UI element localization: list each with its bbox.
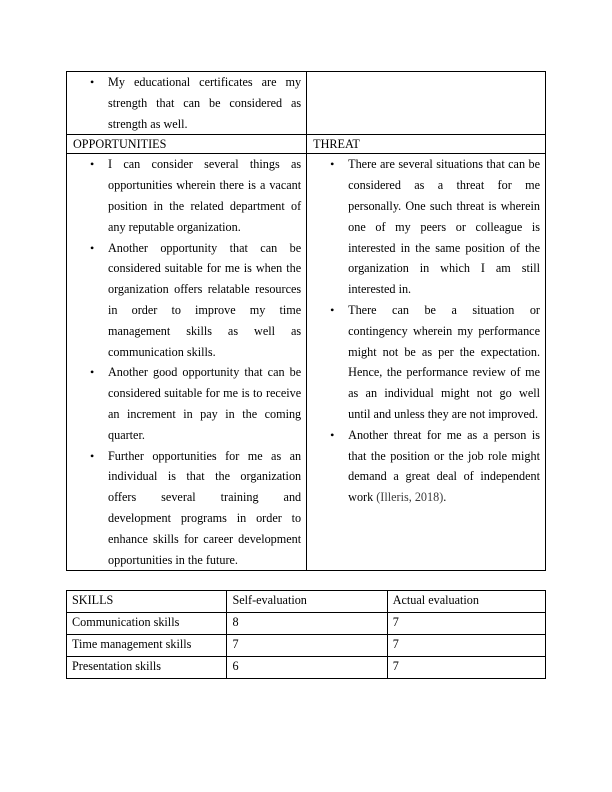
- list-item: • I can consider several things as opportunities wherein there is a vacant position in the related department of any reputable organization.: [108, 154, 301, 237]
- swot-table: [66, 71, 546, 571]
- actual-evaluation-value: 7: [387, 613, 545, 635]
- list-item: • My educational certificates are my strength that can be considered as strength as well.: [108, 72, 301, 134]
- column-header-self-evaluation: Self-evaluation: [227, 591, 387, 613]
- list-item: • Another good opportunity that can be considered suitable for me is to receive an increment in pay in the coming quarter.: [108, 362, 301, 445]
- actual-evaluation-value: 7: [387, 657, 545, 679]
- skill-name: Time management skills: [67, 635, 227, 657]
- list-item: • There are several situations that can be considered as a threat for me personally. One such threat is wherein one of my peers or colleague is interested in the same position of the organization in which I am still interested in.: [348, 154, 540, 300]
- header-row: [67, 135, 546, 154]
- threats-cell: [307, 154, 546, 571]
- strengths-list: [67, 72, 306, 134]
- skill-name: Communication skills: [67, 613, 227, 635]
- self-evaluation-value: 8: [227, 613, 387, 635]
- threat-header: THREAT: [307, 135, 546, 154]
- strengths-continued-row: [67, 72, 546, 135]
- list-item: • There can be a situation or contingency wherein my performance might not be as per the expectation. Hence, the performance review of me as an individual might not go well until and unless they are not improved.: [348, 300, 540, 425]
- opportunities-header: OPPORTUNITIES: [67, 135, 307, 154]
- list-item: • Another opportunity that can be considered suitable for me is when the organization offers relatable resources in order to improve my time management skills as well as communication skills.: [108, 238, 301, 363]
- threat-text: Another threat for me as a person is that the position or the job role might demand a great deal of independent work: [348, 427, 540, 505]
- opportunities-list: [67, 154, 306, 570]
- column-header-actual-evaluation: Actual evaluation: [387, 591, 545, 613]
- column-header-skills: SKILLS: [67, 591, 227, 613]
- table-row: [67, 657, 546, 679]
- self-evaluation-value: 7: [227, 635, 387, 657]
- actual-evaluation-value: 7: [387, 635, 545, 657]
- threats-list: [307, 154, 545, 508]
- table-row: [67, 613, 546, 635]
- table-row: [67, 635, 546, 657]
- citation: (Illeris, 2018): [376, 490, 444, 505]
- content-row: [67, 154, 546, 571]
- skill-name: Presentation skills: [67, 657, 227, 679]
- skills-table: [66, 590, 546, 679]
- empty-cell: [307, 72, 546, 135]
- self-evaluation-value: 6: [227, 657, 387, 679]
- opportunities-cell: [67, 154, 307, 571]
- list-item: [348, 425, 540, 508]
- strengths-cell: [67, 72, 307, 135]
- list-item: • Further opportunities for me as an individual is that the organization offers several training and development programs in order to enhance skills for career development opportunities in the future.: [108, 446, 301, 571]
- citation-period: .: [443, 490, 447, 505]
- table-header-row: [67, 591, 546, 613]
